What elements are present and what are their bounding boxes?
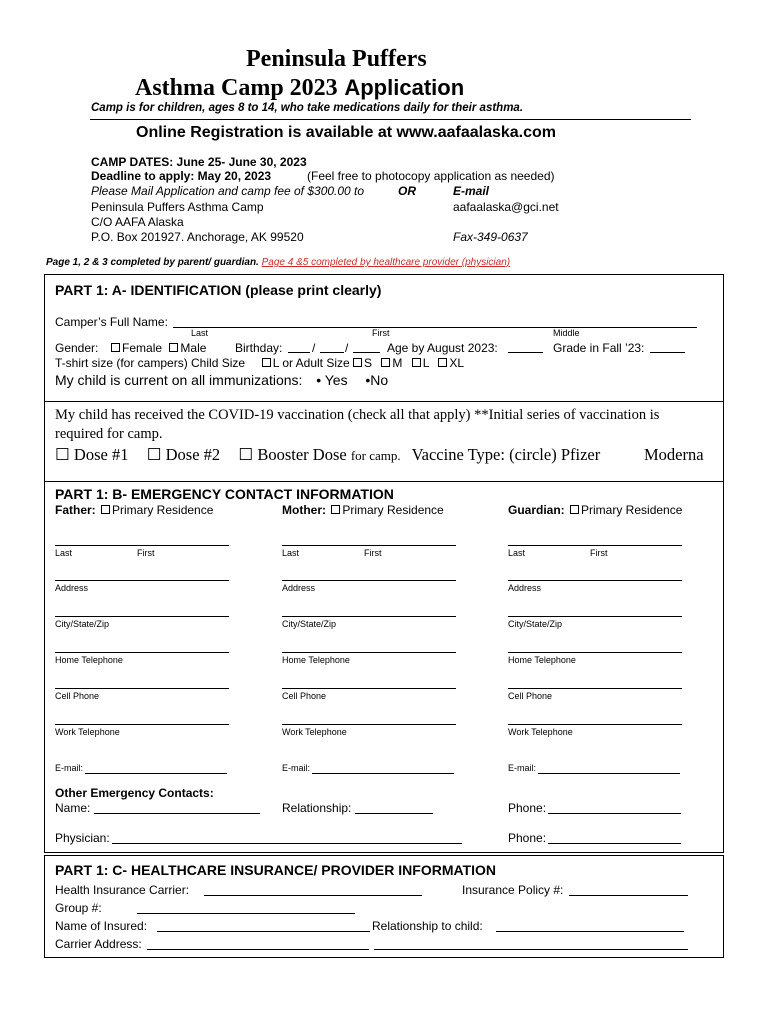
mother-label: Mother: [282,503,326,517]
adult-l-label: L [422,356,429,370]
mother-work-telephone-input[interactable] [282,724,456,725]
father-address-label: Address [55,583,89,593]
no-bullet-icon[interactable]: • [365,372,371,388]
gender-row [55,341,206,355]
adult-size-label: or Adult Size [282,356,350,370]
male-checkbox[interactable] [169,343,178,352]
dose1-checkbox[interactable]: ☐ Dose #1 [55,445,129,464]
adult-s-label: S [364,356,373,370]
covid-text-line1: My child has received the COVID-19 vaccination (check all that apply) **Initial series of vaccination is [55,407,660,423]
title-application: Application [344,75,465,100]
mother-city-state-zip-label: City/State/Zip [282,619,337,629]
title-main: Asthma Camp 2023 [135,75,338,101]
policy-input[interactable] [569,895,688,896]
guardian-city-state-zip-label: City/State/Zip [508,619,563,629]
immunization-row [55,372,388,388]
father-cell-phone-input[interactable] [55,688,229,689]
birthday-sep1: / [312,341,316,355]
birthday-year-input[interactable] [353,352,380,353]
group-input[interactable] [137,913,355,914]
carrier-address-input-1[interactable] [147,949,369,950]
insured-label: Name of Insured: [55,919,148,933]
guardian-header [508,503,682,517]
yes-bullet-icon[interactable]: • [316,372,322,388]
child-l-checkbox[interactable] [262,358,271,367]
part-a-title: PART 1: A- IDENTIFICATION (please print clearly) [55,282,382,298]
mother-header [282,503,444,517]
covid-text-line2: required for camp. [55,426,163,442]
other-phone-label: Phone: [508,801,547,815]
title-line1: Peninsula Puffers [246,46,427,72]
email-address: aafaalaska@gci.net [453,200,559,214]
guardian-work-telephone-label: Work Telephone [508,727,573,737]
group-label: Group #: [55,901,102,915]
policy-label: Insurance Policy #: [462,883,564,897]
campers-full-name-input[interactable] [173,327,697,328]
carrier-address-input-2[interactable] [374,949,688,950]
address-line1: Peninsula Puffers Asthma Camp [91,200,264,214]
mother-last-first-label: Last [282,548,300,558]
subtitle: Camp is for children, ages 8 to 14, who take medications daily for their asthma. [91,102,524,114]
mother-primary-checkbox[interactable] [331,505,340,514]
guardian-last-first-label: Last [508,548,526,558]
female-label: Female [122,341,163,355]
guardian-cell-phone-input[interactable] [508,688,682,689]
email-label: E-mail [453,184,490,198]
booster-checkbox[interactable]: ☐ Booster Dose [238,445,347,464]
no-label: No [370,372,389,388]
father-first-label: First [137,548,155,558]
father-primary-checkbox[interactable] [101,505,110,514]
header-rule [90,119,691,120]
other-phone-input[interactable] [548,813,681,814]
adult-xl-checkbox[interactable] [438,358,447,367]
guardian-label: Guardian: [508,503,565,517]
adult-m-label: M [392,356,403,370]
photocopy-note: (Feel free to photocopy application as needed) [307,169,555,183]
adult-m-checkbox[interactable] [381,358,390,367]
adult-s-checkbox[interactable] [353,358,362,367]
tshirt-label: T-shirt size (for campers) Child Size [55,356,246,370]
carrier-label: Health Insurance Carrier: [55,883,190,897]
mother-work-telephone-label: Work Telephone [282,727,347,737]
carrier-input[interactable] [204,895,422,896]
father-label: Father: [55,503,96,517]
adult-xl-label: XL [449,356,464,370]
pages-note-physician: Page 4 &5 completed by healthcare provider (physician) [261,257,511,268]
mother-email-label: E-mail: [282,763,311,773]
other-relationship-label: Relationship: [282,801,352,815]
guardian-primary-label: Primary Residence [581,503,683,517]
insured-input[interactable] [157,931,370,932]
father-home-telephone-input[interactable] [55,652,229,653]
mother-address-label: Address [282,583,316,593]
father-last-first-label: Last [55,548,73,558]
guardian-address-label: Address [508,583,542,593]
mother-address-input[interactable] [282,580,456,581]
mail-line: Please Mail Application and camp fee of $300.00 to [91,184,365,198]
covid-dose-row [55,445,600,465]
tshirt-row [55,356,464,370]
birthday-month-input[interactable] [288,352,310,353]
pages-note-parent: Page 1, 2 & 3 completed by parent/ guardian. [46,257,259,268]
guardian-first-label: First [590,548,608,558]
mother-cell-phone-input[interactable] [282,688,456,689]
guardian-cell-phone-label: Cell Phone [508,691,553,701]
birthday-day-input[interactable] [320,352,344,353]
other-name-label: Name: [55,801,91,815]
campers-full-name-label: Camper’s Full Name: [55,315,168,329]
physician-input[interactable] [112,843,462,844]
mother-last-first-input[interactable] [282,545,456,546]
name-first-label: First [372,328,390,338]
guardian-home-telephone-label: Home Telephone [508,655,576,665]
guardian-address-input[interactable] [508,580,682,581]
guardian-email-input[interactable] [538,773,680,774]
father-city-state-zip-input[interactable] [55,616,229,617]
male-label: Male [180,341,207,355]
other-contacts-title: Other Emergency Contacts: [55,786,214,800]
physician-phone-label: Phone: [508,831,547,845]
name-last-label: Last [191,328,209,338]
father-cell-phone-label: Cell Phone [55,691,100,701]
father-city-state-zip-label: City/State/Zip [55,619,110,629]
mother-city-state-zip-input[interactable] [282,616,456,617]
physician-label: Physician: [55,831,110,845]
birthday-label: Birthday: [235,341,283,355]
immunization-label: My child is current on all immunizations: [55,372,303,388]
name-middle-label: Middle [553,328,580,338]
vaccine-type-label: Vaccine Type: (circle) Pfizer [411,445,601,464]
father-home-telephone-label: Home Telephone [55,655,123,665]
father-work-telephone-input[interactable] [55,724,229,725]
guardian-home-telephone-input[interactable] [508,652,682,653]
camp-dates: CAMP DATES: June 25- June 30, 2023 [91,155,307,169]
mother-home-telephone-label: Home Telephone [282,655,350,665]
father-email-input[interactable] [85,773,227,774]
father-work-telephone-label: Work Telephone [55,727,120,737]
part-b-title: PART 1: B- EMERGENCY CONTACT INFORMATION [55,486,394,502]
yes-label: Yes [324,372,348,388]
mother-primary-label: Primary Residence [342,503,444,517]
father-address-input[interactable] [55,580,229,581]
female-checkbox[interactable] [111,343,120,352]
guardian-work-telephone-input[interactable] [508,724,682,725]
father-primary-label: Primary Residence [112,503,214,517]
father-last-first-input[interactable] [55,545,229,546]
age-input[interactable] [508,352,543,353]
or-label: OR [398,184,416,198]
mother-email-input[interactable] [312,773,454,774]
child-l-label: L [272,356,279,370]
relationship-child-input[interactable] [496,931,684,932]
address-line3: P.O. Box 201927. Anchorage, AK 99520 [91,230,304,244]
grade-label: Grade in Fall ’23: [553,341,645,355]
guardian-last-first-input[interactable] [508,545,682,546]
birthday-sep2: / [345,341,349,355]
deadline: Deadline to apply: May 20, 2023 [91,169,272,183]
grade-input[interactable] [650,352,685,353]
father-header [55,503,213,517]
online-registration: Online Registration is available at www.aafaalaska.com [136,124,557,141]
moderna-option[interactable]: Moderna [644,445,704,464]
mother-cell-phone-label: Cell Phone [282,691,327,701]
guardian-city-state-zip-input[interactable] [508,616,682,617]
part-c-title: PART 1: C- HEALTHCARE INSURANCE/ PROVIDER INFORMATION [55,862,496,878]
address-line2: C/O AAFA Alaska [91,215,184,229]
guardian-email-label: E-mail: [508,763,537,773]
age-label: Age by August 2023: [387,341,498,355]
fax: Fax-349-0637 [453,230,528,244]
father-email-label: E-mail: [55,763,84,773]
gender-label: Gender: [55,341,99,355]
other-relationship-input[interactable] [355,813,433,814]
for-camp-label: for camp. [350,448,401,463]
physician-phone-input[interactable] [548,843,681,844]
guardian-primary-checkbox[interactable] [570,505,579,514]
pages-note [46,257,510,268]
carrier-address-label: Carrier Address: [55,937,142,951]
relationship-child-label: Relationship to child: [372,919,483,933]
mother-first-label: First [364,548,382,558]
adult-l-checkbox[interactable] [412,358,421,367]
other-name-input[interactable] [94,813,260,814]
title-line2 [135,74,464,102]
mother-home-telephone-input[interactable] [282,652,456,653]
dose2-checkbox[interactable]: ☐ Dose #2 [146,445,221,464]
